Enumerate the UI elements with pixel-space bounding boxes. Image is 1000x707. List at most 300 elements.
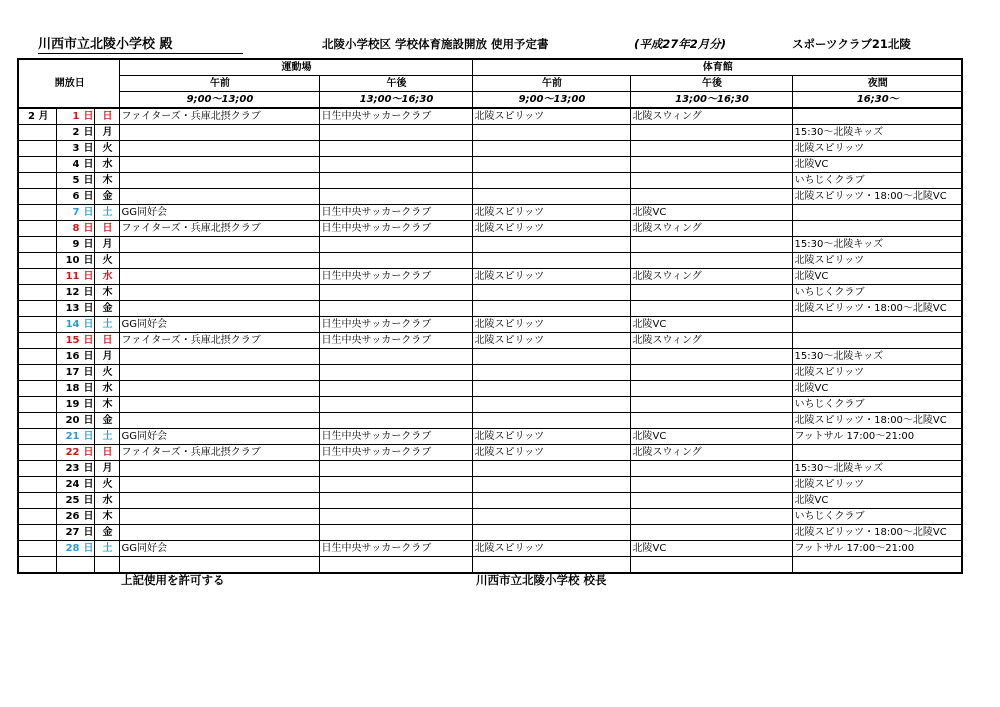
day-number: 8 — [72, 222, 80, 234]
gym-night-cell: フットサル 17:00～21:00 — [792, 429, 962, 445]
ground-afternoon-cell — [319, 173, 472, 189]
day-cell — [56, 253, 94, 269]
day-suffix: 日 — [83, 542, 94, 554]
day-number: 9 — [72, 238, 80, 250]
gym-morning-cell — [472, 349, 630, 365]
day-suffix: 日 — [83, 526, 94, 538]
ground-morning-cell — [119, 365, 319, 381]
day-suffix: 日 — [83, 366, 94, 378]
day-number: 23 — [65, 462, 80, 474]
weekday-cell — [94, 557, 119, 574]
table-row — [18, 477, 962, 493]
gym-night-cell: 北陵スピリッツ — [792, 253, 962, 269]
ground-afternoon-cell: 日生中央サッカークラブ — [319, 221, 472, 237]
month-cell — [18, 477, 56, 493]
schedule-rows — [18, 108, 962, 573]
ground-afternoon-cell — [319, 301, 472, 317]
day-suffix: 日 — [83, 318, 94, 330]
gym-afternoon-header: 午後 — [630, 76, 792, 92]
day-number: 2 — [72, 126, 80, 138]
table-row-empty — [18, 557, 962, 574]
table-row — [18, 413, 962, 429]
ground-afternoon-cell — [319, 189, 472, 205]
gym-night-cell: 北陵スピリッツ — [792, 365, 962, 381]
weekday-cell: 火 — [94, 365, 119, 381]
month-cell — [18, 557, 56, 574]
table-row — [18, 205, 962, 221]
gym-afternoon-cell — [630, 413, 792, 429]
month-cell — [18, 157, 56, 173]
day-suffix: 日 — [83, 414, 94, 426]
month-cell — [18, 365, 56, 381]
ground-afternoon-cell: 日生中央サッカークラブ — [319, 108, 472, 125]
ground-afternoon-cell — [319, 493, 472, 509]
gym-night-cell: 15:30～北陵キッズ — [792, 237, 962, 253]
gym-morning-cell — [472, 237, 630, 253]
weekday-cell: 火 — [94, 477, 119, 493]
gym-afternoon-cell — [630, 253, 792, 269]
ground-morning-cell — [119, 157, 319, 173]
ground-morning-cell — [119, 269, 319, 285]
gym-night-cell: 北陵VC — [792, 157, 962, 173]
day-cell — [56, 285, 94, 301]
day-suffix: 日 — [83, 286, 94, 298]
day-number: 19 — [65, 398, 80, 410]
day-cell — [56, 445, 94, 461]
day-suffix: 日 — [83, 158, 94, 170]
ground-morning-cell — [119, 413, 319, 429]
gym-afternoon-cell — [630, 525, 792, 541]
day-suffix: 日 — [83, 174, 94, 186]
day-cell — [56, 493, 94, 509]
gym-morning-cell — [472, 157, 630, 173]
gym-night-cell: いちじくクラブ — [792, 285, 962, 301]
gym-morning-cell — [472, 461, 630, 477]
ground-afternoon-cell: 日生中央サッカークラブ — [319, 429, 472, 445]
table-row — [18, 461, 962, 477]
gym-morning-cell: 北陵スピリッツ — [472, 221, 630, 237]
day-number: 20 — [65, 414, 80, 426]
ground-morning-cell — [119, 253, 319, 269]
table-row — [18, 221, 962, 237]
gym-night-cell: 北陵VC — [792, 381, 962, 397]
day-cell — [56, 413, 94, 429]
weekday-cell: 月 — [94, 349, 119, 365]
gym-afternoon-cell — [630, 157, 792, 173]
ground-morning-cell — [119, 461, 319, 477]
month-cell — [18, 445, 56, 461]
table-row — [18, 108, 962, 125]
ground-afternoon-cell — [319, 477, 472, 493]
gym-night-cell: 北陵VC — [792, 493, 962, 509]
gym-morning-cell — [472, 301, 630, 317]
gym-morning-cell — [472, 173, 630, 189]
gym-night-cell: 北陵スピリッツ・18:00～北陵VC — [792, 413, 962, 429]
weekday-cell: 土 — [94, 205, 119, 221]
gym-morning-cell: 北陵スピリッツ — [472, 317, 630, 333]
ground-morning-cell: ファイターズ・兵庫北摂クラブ — [119, 445, 319, 461]
weekday-cell: 木 — [94, 285, 119, 301]
gym-afternoon-cell: 北陵スウィング — [630, 108, 792, 125]
ground-morning-cell: ファイターズ・兵庫北摂クラブ — [119, 333, 319, 349]
month-cell — [18, 333, 56, 349]
table-row — [18, 253, 962, 269]
ground-morning-time: 9;00～13;00 — [119, 92, 319, 109]
gym-morning-time: 9;00～13;00 — [472, 92, 630, 109]
gym-afternoon-cell — [630, 557, 792, 574]
ground-morning-cell — [119, 141, 319, 157]
day-suffix: 日 — [83, 270, 94, 282]
principal-signature: 川西市立北陵小学校 校長 — [476, 573, 607, 587]
ground-morning-cell — [119, 349, 319, 365]
gym-afternoon-cell: 北陵VC — [630, 317, 792, 333]
month-cell — [18, 349, 56, 365]
day-cell — [56, 189, 94, 205]
weekday-cell: 日 — [94, 221, 119, 237]
gym-afternoon-time: 13;00～16;30 — [630, 92, 792, 109]
day-cell — [56, 333, 94, 349]
table-row — [18, 525, 962, 541]
ground-morning-cell — [119, 189, 319, 205]
table-row — [18, 189, 962, 205]
ground-afternoon-cell — [319, 557, 472, 574]
weekday-cell: 土 — [94, 317, 119, 333]
gym-night-header: 夜間 — [792, 76, 962, 92]
day-number: 22 — [65, 446, 80, 458]
ground-afternoon-cell — [319, 157, 472, 173]
period-label: (平成27年2月分) — [634, 37, 727, 51]
table-row — [18, 333, 962, 349]
ground-afternoon-cell — [319, 413, 472, 429]
weekday-cell: 木 — [94, 397, 119, 413]
ground-afternoon-cell — [319, 397, 472, 413]
ground-morning-cell — [119, 285, 319, 301]
gym-morning-cell — [472, 509, 630, 525]
table-row — [18, 269, 962, 285]
weekday-cell: 月 — [94, 237, 119, 253]
day-cell — [56, 397, 94, 413]
day-suffix: 日 — [83, 478, 94, 490]
gym-night-cell — [792, 317, 962, 333]
day-cell — [56, 461, 94, 477]
day-suffix: 日 — [83, 254, 94, 266]
day-suffix: 日 — [83, 462, 94, 474]
ground-morning-cell — [119, 125, 319, 141]
weekday-cell: 木 — [94, 509, 119, 525]
day-suffix: 日 — [83, 190, 94, 202]
gym-night-cell: 北陵スピリッツ・18:00～北陵VC — [792, 525, 962, 541]
day-number: 16 — [65, 350, 80, 362]
open-day-header: 開放日 — [18, 59, 119, 108]
gym-night-cell — [792, 333, 962, 349]
gym-night-cell: 北陵スピリッツ — [792, 141, 962, 157]
gym-morning-cell: 北陵スピリッツ — [472, 205, 630, 221]
gym-morning-cell — [472, 365, 630, 381]
month-cell — [18, 493, 56, 509]
day-suffix: 日 — [83, 206, 94, 218]
table-row — [18, 237, 962, 253]
gym-night-cell — [792, 108, 962, 125]
table-row — [18, 365, 962, 381]
gym-morning-cell — [472, 397, 630, 413]
ground-morning-header: 午前 — [119, 76, 319, 92]
gym-afternoon-cell — [630, 237, 792, 253]
gym-morning-cell — [472, 285, 630, 301]
day-cell — [56, 221, 94, 237]
gym-night-cell: 北陵スピリッツ・18:00～北陵VC — [792, 301, 962, 317]
addressee: 川西市立北陵小学校 殿 — [38, 33, 243, 54]
gym-afternoon-cell — [630, 285, 792, 301]
gym-night-cell: 15:30～北陵キッズ — [792, 349, 962, 365]
table-row — [18, 349, 962, 365]
day-number: 17 — [65, 366, 80, 378]
day-number: 28 — [65, 542, 80, 554]
gym-night-cell: 15:30～北陵キッズ — [792, 125, 962, 141]
month-cell — [18, 253, 56, 269]
table-row — [18, 317, 962, 333]
day-number: 21 — [65, 430, 80, 442]
day-number: 14 — [65, 318, 80, 330]
ground-morning-cell: GG同好会 — [119, 317, 319, 333]
gym-morning-cell — [472, 253, 630, 269]
month-cell — [18, 285, 56, 301]
weekday-cell: 土 — [94, 429, 119, 445]
ground-afternoon-cell: 日生中央サッカークラブ — [319, 269, 472, 285]
day-suffix: 日 — [83, 334, 94, 346]
gym-afternoon-cell — [630, 141, 792, 157]
table-row — [18, 285, 962, 301]
weekday-cell: 金 — [94, 301, 119, 317]
ground-morning-cell — [119, 237, 319, 253]
day-suffix: 日 — [83, 382, 94, 394]
weekday-cell: 火 — [94, 253, 119, 269]
day-suffix: 日 — [83, 494, 94, 506]
day-number: 11 — [65, 270, 80, 282]
table-row — [18, 429, 962, 445]
gym-afternoon-cell — [630, 397, 792, 413]
gym-afternoon-cell — [630, 301, 792, 317]
gym-morning-cell: 北陵スピリッツ — [472, 445, 630, 461]
gym-morning-header: 午前 — [472, 76, 630, 92]
ground-header: 運動場 — [119, 59, 472, 76]
month-cell: 2 月 — [18, 108, 56, 125]
weekday-cell: 金 — [94, 189, 119, 205]
month-cell — [18, 525, 56, 541]
month-cell — [18, 381, 56, 397]
month-cell — [18, 509, 56, 525]
ground-afternoon-cell: 日生中央サッカークラブ — [319, 445, 472, 461]
gym-morning-cell: 北陵スピリッツ — [472, 269, 630, 285]
ground-afternoon-header: 午後 — [319, 76, 472, 92]
day-cell — [56, 509, 94, 525]
day-number: 5 — [72, 174, 80, 186]
day-suffix: 日 — [83, 446, 94, 458]
club-name: スポーツクラブ21北陵 — [792, 37, 911, 51]
ground-morning-cell — [119, 397, 319, 413]
gym-morning-cell: 北陵スピリッツ — [472, 541, 630, 557]
ground-morning-cell — [119, 525, 319, 541]
ground-morning-cell: GG同好会 — [119, 429, 319, 445]
gym-morning-cell — [472, 557, 630, 574]
table-row — [18, 397, 962, 413]
weekday-cell: 日 — [94, 445, 119, 461]
weekday-cell: 火 — [94, 141, 119, 157]
day-number: 3 — [72, 142, 80, 154]
weekday-cell: 水 — [94, 269, 119, 285]
ground-afternoon-cell: 日生中央サッカークラブ — [319, 205, 472, 221]
month-cell — [18, 205, 56, 221]
gym-morning-cell — [472, 189, 630, 205]
month-cell — [18, 301, 56, 317]
day-cell — [56, 157, 94, 173]
ground-afternoon-cell — [319, 381, 472, 397]
day-cell — [56, 269, 94, 285]
table-row — [18, 381, 962, 397]
ground-morning-cell — [119, 381, 319, 397]
gym-night-cell — [792, 557, 962, 574]
month-cell — [18, 237, 56, 253]
permit-statement: 上記使用を許可する — [121, 573, 225, 587]
day-number: 27 — [65, 526, 80, 538]
month-cell — [18, 269, 56, 285]
gym-night-cell: 北陵VC — [792, 269, 962, 285]
month-cell — [18, 461, 56, 477]
day-suffix: 日 — [83, 142, 94, 154]
gym-morning-cell: 北陵スピリッツ — [472, 108, 630, 125]
day-cell — [56, 301, 94, 317]
month-cell — [18, 413, 56, 429]
ground-morning-cell: GG同好会 — [119, 205, 319, 221]
ground-morning-cell — [119, 301, 319, 317]
day-suffix: 日 — [83, 350, 94, 362]
gym-morning-cell — [472, 477, 630, 493]
day-cell — [56, 349, 94, 365]
day-number: 7 — [72, 206, 80, 218]
gym-afternoon-cell: 北陵スウィング — [630, 269, 792, 285]
gym-morning-cell — [472, 525, 630, 541]
month-cell — [18, 221, 56, 237]
weekday-cell: 日 — [94, 108, 119, 125]
gym-night-cell — [792, 205, 962, 221]
month-cell — [18, 541, 56, 557]
day-cell — [56, 525, 94, 541]
day-cell — [56, 205, 94, 221]
ground-afternoon-cell: 日生中央サッカークラブ — [319, 317, 472, 333]
table-row — [18, 173, 962, 189]
month-cell — [18, 189, 56, 205]
gym-morning-cell — [472, 381, 630, 397]
day-number: 1 — [72, 110, 80, 122]
ground-afternoon-cell: 日生中央サッカークラブ — [319, 541, 472, 557]
day-suffix: 日 — [83, 110, 94, 122]
month-cell — [18, 429, 56, 445]
weekday-cell: 木 — [94, 173, 119, 189]
table-row — [18, 301, 962, 317]
gym-afternoon-cell — [630, 477, 792, 493]
ground-afternoon-cell — [319, 525, 472, 541]
ground-afternoon-cell — [319, 461, 472, 477]
day-cell — [56, 365, 94, 381]
gym-afternoon-cell — [630, 125, 792, 141]
gym-night-cell: 北陵スピリッツ・18:00～北陵VC — [792, 189, 962, 205]
gym-afternoon-cell — [630, 349, 792, 365]
ground-afternoon-time: 13;00～16;30 — [319, 92, 472, 109]
ground-morning-cell — [119, 493, 319, 509]
ground-afternoon-cell — [319, 253, 472, 269]
day-cell — [56, 429, 94, 445]
gym-night-cell: いちじくクラブ — [792, 173, 962, 189]
gym-night-cell: 北陵スピリッツ — [792, 477, 962, 493]
day-number: 10 — [65, 254, 80, 266]
day-number: 4 — [72, 158, 80, 170]
day-cell — [56, 317, 94, 333]
gym-morning-cell — [472, 125, 630, 141]
weekday-cell: 金 — [94, 413, 119, 429]
gym-afternoon-cell — [630, 173, 792, 189]
table-row — [18, 141, 962, 157]
ground-morning-cell — [119, 477, 319, 493]
month-cell — [18, 317, 56, 333]
day-suffix: 日 — [83, 430, 94, 442]
day-number: 12 — [65, 286, 80, 298]
gym-morning-cell — [472, 493, 630, 509]
gym-afternoon-cell: 北陵スウィング — [630, 333, 792, 349]
month-cell — [18, 141, 56, 157]
day-number: 18 — [65, 382, 80, 394]
gym-afternoon-cell: 北陵スウィング — [630, 445, 792, 461]
ground-afternoon-cell — [319, 141, 472, 157]
gym-night-cell — [792, 445, 962, 461]
weekday-cell: 金 — [94, 525, 119, 541]
gym-morning-cell: 北陵スピリッツ — [472, 429, 630, 445]
gym-night-cell — [792, 221, 962, 237]
day-cell — [56, 108, 94, 125]
ground-afternoon-cell — [319, 365, 472, 381]
day-suffix: 日 — [83, 238, 94, 250]
table-row — [18, 125, 962, 141]
gym-afternoon-cell: 北陵VC — [630, 429, 792, 445]
gym-night-time: 16;30～ — [792, 92, 962, 109]
gym-afternoon-cell: 北陵スウィング — [630, 221, 792, 237]
day-cell — [56, 141, 94, 157]
ground-morning-cell — [119, 173, 319, 189]
ground-afternoon-cell — [319, 509, 472, 525]
gym-night-cell: いちじくクラブ — [792, 509, 962, 525]
gym-night-cell: 15:30～北陵キッズ — [792, 461, 962, 477]
day-number: 24 — [65, 478, 80, 490]
gym-afternoon-cell — [630, 509, 792, 525]
ground-afternoon-cell — [319, 237, 472, 253]
gym-night-cell: フットサル 17:00～21:00 — [792, 541, 962, 557]
table-row — [18, 445, 962, 461]
ground-morning-cell: ファイターズ・兵庫北摂クラブ — [119, 221, 319, 237]
schedule-table — [17, 58, 963, 574]
gym-header: 体育館 — [472, 59, 962, 76]
day-cell — [56, 381, 94, 397]
day-number: 25 — [65, 494, 80, 506]
gym-afternoon-cell — [630, 461, 792, 477]
month-cell — [18, 397, 56, 413]
table-row — [18, 493, 962, 509]
ground-morning-cell — [119, 509, 319, 525]
day-suffix: 日 — [83, 126, 94, 138]
gym-afternoon-cell: 北陵VC — [630, 205, 792, 221]
day-number: 13 — [65, 302, 80, 314]
day-cell — [56, 541, 94, 557]
gym-afternoon-cell — [630, 381, 792, 397]
document-title: 北陵小学校区 学校体育施設開放 使用予定書 — [322, 37, 549, 51]
day-suffix: 日 — [83, 510, 94, 522]
